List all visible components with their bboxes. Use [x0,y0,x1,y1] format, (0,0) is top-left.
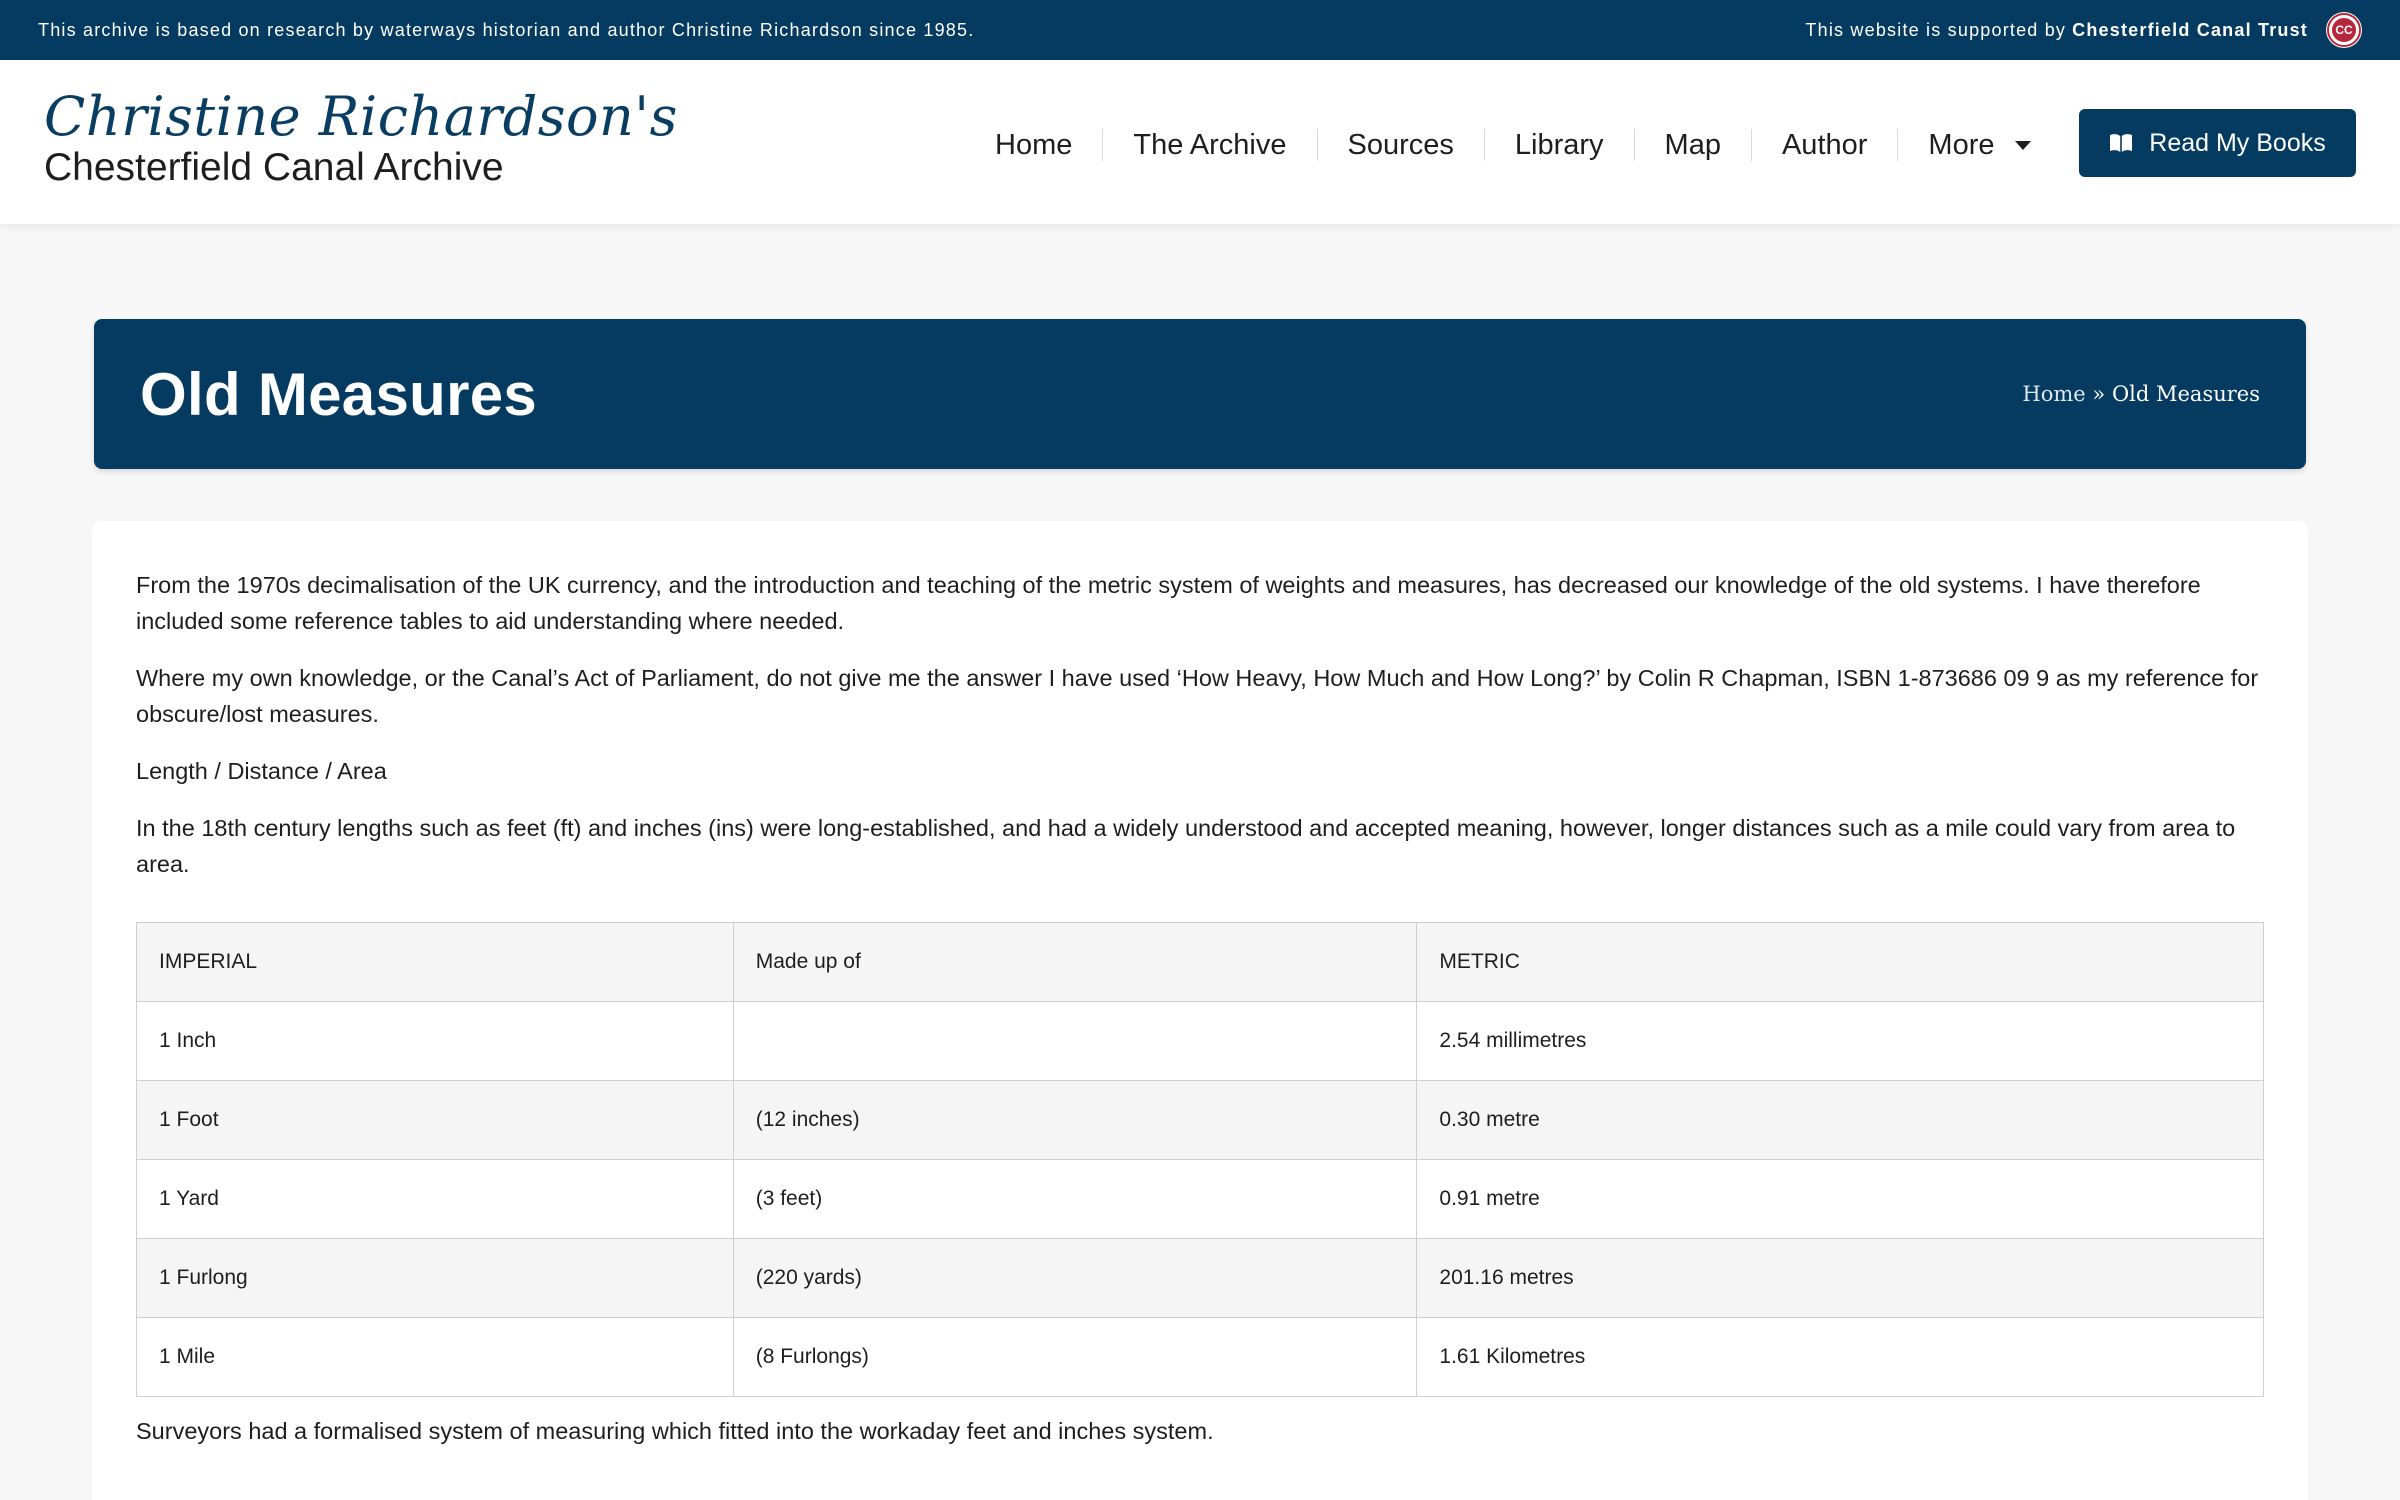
table-cell: 1 Inch [137,1002,734,1081]
table-row [137,1239,2264,1318]
logo-script-title: Christine Richardson's [44,85,678,148]
nav-the-archive[interactable]: The Archive [1102,129,1316,161]
page-title-banner [94,319,2306,469]
surveyors-paragraph: Surveyors had a formalised system of measuring which fitted into the workaday feet and inches system. [136,1418,1214,1444]
table-cell: 201.16 metres [1417,1239,2264,1318]
table-cell: 1.61 Kilometres [1417,1318,2264,1397]
canal-trust-logo-icon[interactable]: CC [2326,12,2362,48]
table-row [137,1318,2264,1397]
table-cell: 0.30 metre [1417,1081,2264,1160]
chevron-down-icon [2015,141,2031,150]
table-cell: (220 yards) [733,1239,1417,1318]
table-header-cell: Made up of [733,923,1417,1002]
breadcrumb-separator: » [2092,382,2106,406]
table-cell: (8 Furlongs) [733,1318,1417,1397]
length-paragraph: In the 18th century lengths such as feet (ft) and inches (ins) were long-established, and had a widely understood and accepted meaning, however, longer distances such as a mile could vary from area to area. [136,815,2236,877]
table-cell: 1 Furlong [137,1239,734,1318]
section-heading: Length / Distance / Area [136,758,387,784]
table-row [137,1160,2264,1239]
table-header-cell: METRIC [1417,923,2264,1002]
nav-author[interactable]: Author [1751,129,1897,161]
open-book-icon [2109,133,2133,153]
nav-library[interactable]: Library [1484,129,1634,161]
intro-paragraph: From the 1970s decimalisation of the UK currency, and the introduction and teaching of the metric system of weights and measures, has decreased our knowledge of the old systems. I have therefore included some reference tables to aid understanding where needed. [136,572,2201,634]
table-cell: 1 Foot [137,1081,734,1160]
site-header [0,60,2400,224]
table-cell: (3 feet) [733,1160,1417,1239]
reference-paragraph: Where my own knowledge, or the Canal’s Act of Parliament, do not give me the answer I have used ‘How Heavy, How Much and How Long?’ by Colin R Chapman, ISBN 1-873686 09 9 as my reference for obscure/lost measures. [136,665,2259,727]
trust-name-link[interactable]: Chesterfield Canal Trust [2072,19,2308,40]
nav-more-label: More [1928,128,1995,161]
nav-sources[interactable]: Sources [1317,129,1484,161]
table-cell: (12 inches) [733,1081,1417,1160]
nav-more-dropdown[interactable] [1897,129,2060,161]
nav-map[interactable]: Map [1634,129,1751,161]
site-logo[interactable] [44,86,678,190]
page-title: Old Measures [140,360,538,428]
content-card [92,521,2308,1500]
table-cell: 0.91 metre [1417,1160,2264,1239]
table-cell [733,1002,1417,1081]
support-notice [1805,12,2362,48]
logo-subtitle: Chesterfield Canal Archive [44,146,504,189]
table-header-cell: IMPERIAL [137,923,734,1002]
breadcrumb-home-link[interactable]: Home [2022,382,2086,406]
measures-table [136,922,2264,1397]
table-cell: 1 Yard [137,1160,734,1239]
read-my-books-label: Read My Books [2149,128,2326,157]
breadcrumb-current: Old Measures [2111,382,2260,406]
main-nav [965,116,2061,174]
breadcrumb [2022,382,2260,406]
table-cell: 2.54 millimetres [1417,1002,2264,1081]
archive-intro-text: This archive is based on research by waterways historian and author Christine Richardson since 1985. [38,19,975,40]
top-info-bar [0,0,2400,60]
table-row [137,1002,2264,1081]
table-row [137,1081,2264,1160]
read-my-books-button[interactable] [2079,109,2356,177]
table-header-row [137,923,2264,1002]
nav-home[interactable]: Home [995,128,1073,161]
support-text: This website is supported by [1805,19,2067,40]
table-cell: 1 Mile [137,1318,734,1397]
